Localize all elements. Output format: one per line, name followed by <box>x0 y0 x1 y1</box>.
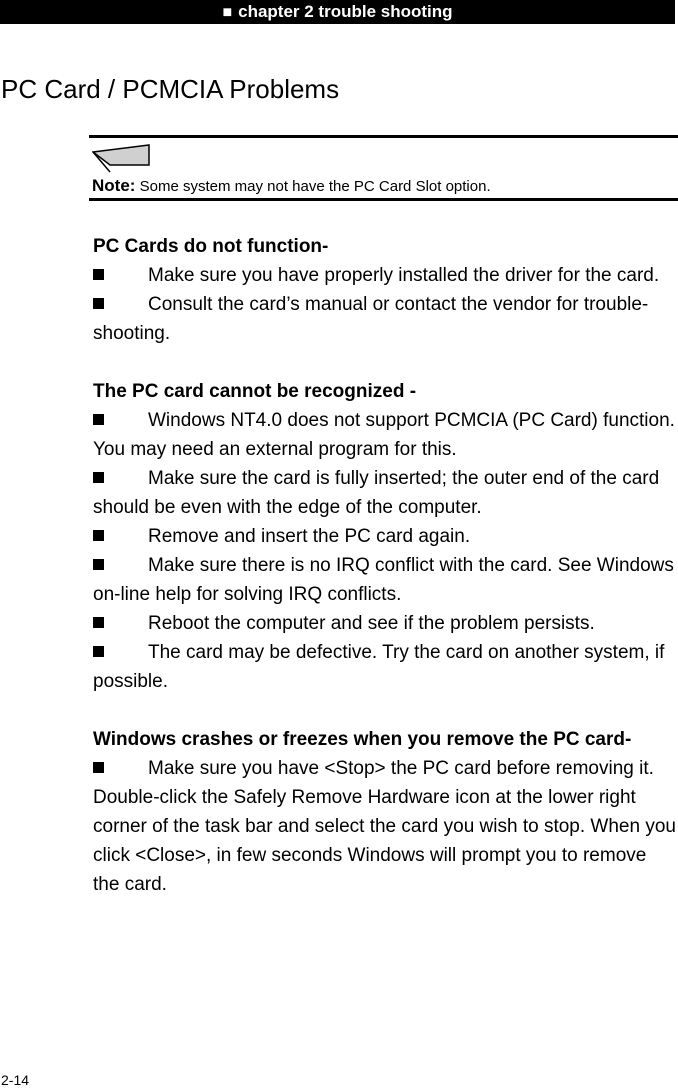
note-body: Some system may not have the PC Card Slot option. <box>135 178 491 195</box>
square-bullet-icon <box>93 646 104 657</box>
section-card-not-recognized <box>93 377 676 696</box>
list-item <box>93 522 676 551</box>
list-item <box>93 609 676 638</box>
list-item <box>93 551 676 609</box>
section-gap <box>93 696 676 725</box>
page-number: 2-14 <box>1 1072 30 1088</box>
square-bullet-icon <box>93 472 104 483</box>
list-item <box>93 638 676 696</box>
list-item-text: The card may be defective. Try the card on another system, if possible. <box>93 642 665 692</box>
list-item-text: Make sure the card is fully inserted; the outer end of the card should be even with the edge of the computer. <box>93 468 660 518</box>
chapter-header-bar <box>0 0 675 24</box>
section-heading: PC Cards do not function- <box>93 236 329 257</box>
square-bullet-icon <box>93 269 104 280</box>
list-item-text: Make sure you have properly installed the driver for the card. <box>148 265 660 286</box>
section-heading: The PC card cannot be recognized - <box>93 381 417 402</box>
square-bullet-icon <box>93 559 104 570</box>
square-bullet-icon <box>93 530 104 541</box>
note-label: Note: <box>92 176 136 195</box>
square-bullet-icon <box>93 298 104 309</box>
list-item-text: Remove and insert the PC card again. <box>148 526 471 547</box>
list-item <box>93 754 676 899</box>
list-item <box>93 464 676 522</box>
note-box <box>89 135 678 201</box>
list-item <box>93 261 676 290</box>
section-gap <box>93 348 676 377</box>
list-item-text: Reboot the computer and see if the problem persists. <box>148 613 595 634</box>
square-bullet-icon: ■ <box>222 4 233 21</box>
list-item-text: Make sure there is no IRQ conflict with the card. See Windows on-line help for solving IRQ conflicts. <box>93 555 674 605</box>
note-tab-icon <box>92 144 150 174</box>
list-item-text: Make sure you have <Stop> the PC card before removing it. Double-click the Safely Remove Hardware icon at the lower right corner of the task bar and select the card you wish to stop. When you click <Close>, in few seconds Windows will prompt you to remove the card. <box>93 758 676 895</box>
section-heading: Windows crashes or freezes when you remove the PC card- <box>93 729 632 750</box>
list-item-text: Windows NT4.0 does not support PCMCIA (PC Card) function. You may need an external program for this. <box>93 410 675 460</box>
square-bullet-icon <box>93 414 104 425</box>
square-bullet-icon <box>93 617 104 628</box>
note-text <box>92 176 491 197</box>
list-item-text: Consult the card’s manual or contact the vendor for trouble-shooting. <box>93 294 649 344</box>
page-title: PC Card / PCMCIA Problems <box>1 74 340 104</box>
square-bullet-icon <box>93 762 104 773</box>
chapter-label: chapter 2 trouble shooting <box>238 2 453 21</box>
section-windows-crashes <box>93 725 676 899</box>
troubleshooting-content <box>93 232 676 899</box>
list-item <box>93 290 676 348</box>
section-pc-cards-not-function <box>93 232 676 348</box>
list-item <box>93 406 676 464</box>
